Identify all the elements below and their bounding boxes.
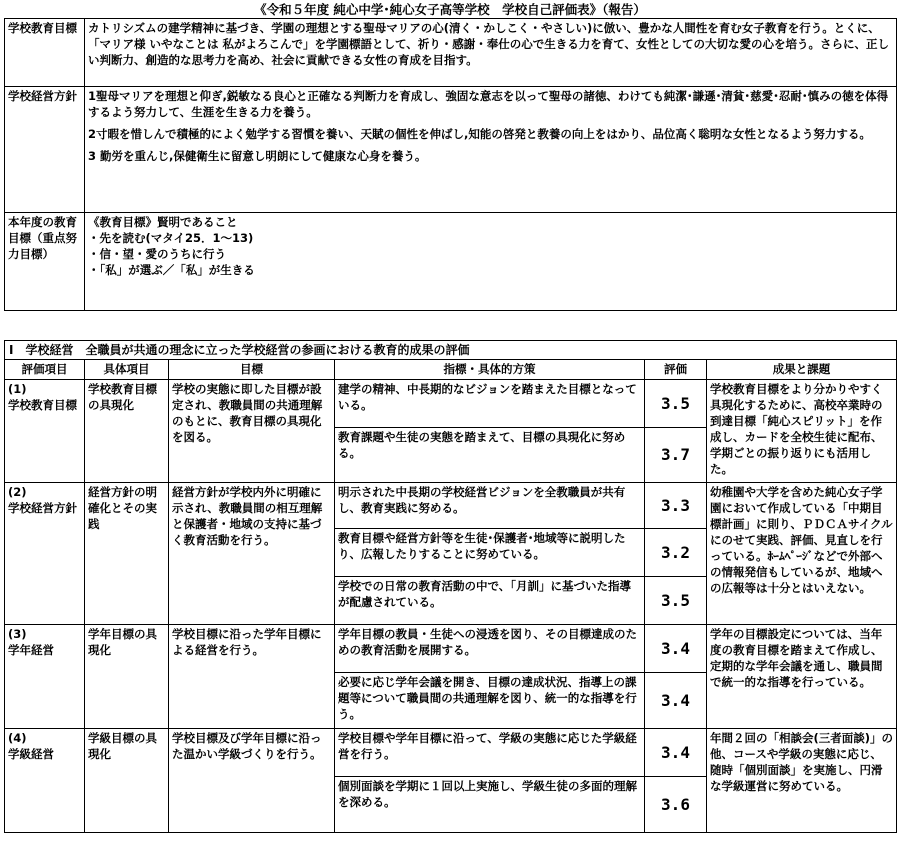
eval-measure: 必要に応じ学年会議を開き、目標の達成状況、指導上の課題等について職員間の共通理解を図り、統一的な指導を行う。 — [335, 673, 645, 729]
eval-detail: 学年目標の具現化 — [85, 625, 169, 729]
eval-score: 3.4 — [645, 729, 707, 777]
eval-score: 3.4 — [645, 673, 707, 729]
eval-measure: 学校目標や学年目標に沿って、学級の実態に応じた学級経営を行う。 — [335, 729, 645, 777]
management-policy-text: 1聖母マリアを理想と仰ぎ,鋭敏なる良心と正確なる判断力を育成し、強固な意志を以って聖母の諸徳、わけても純潔･謙遜･清貧･慈愛･忍耐･慎みの徳を体得するよう努力して、生涯を生きる力を養う。 2寸暇を惜しんで積極的によく勉学する習慣を養い、天賦の個性を伸ばし,知能の啓発と教養の向上をはかり、品位高く聡明な女性となるよう努力する。 3 勤労を重んじ,保健衛生に留意し明朗にして健康な心身を養う。 — [85, 87, 897, 213]
row-head-school-goal: 学校教育目標 — [5, 19, 85, 87]
section-title: Ⅰ 学校経営 全職員が共通の理念に立った学校経営の参画における教育的成果の評価 — [5, 341, 897, 360]
eval-score: 3.4 — [645, 625, 707, 673]
eval-goal: 経営方針が学校内外に明確に示され、教職員間の相互理解と保護者・地域の支持に基づく教育活動を行う。 — [169, 483, 335, 625]
eval-result: 幼稚園や大学を含めた純心女子学園において作成している「中期目標計画」に則り、ＰＤＣＡサイクルにのせて実践、評価、見直しを行っている。ﾎｰﾑﾍﾟｰｼﾞなどで外部への情報発信もしているが、地域への広報等は十分とはいえない。 — [707, 483, 897, 625]
eval-measure: 学年目標の教員・生徒への浸透を図り、その目標達成のための教育活動を展開する。 — [335, 625, 645, 673]
header-item: 評価項目 — [5, 360, 85, 380]
eval-score: 3.5 — [645, 380, 707, 428]
eval-item: (4) 学級経営 — [5, 729, 85, 833]
eval-measure: 学校での日常の教育活動の中で、「月訓」に基づいた指導が配慮されている。 — [335, 577, 645, 625]
year-goal-text: 《教育目標》賢明であること ・先を読む(マタイ25．1～13) ・信・望・愛のうちに行う ・「私」が選ぶ／「私」が生きる — [85, 213, 897, 311]
header-goal: 目標 — [169, 360, 335, 380]
eval-score: 3.5 — [645, 577, 707, 625]
evaluation-table — [4, 340, 897, 833]
school-goal-text: カトリシズムの建学精神に基づき、学園の理想とする聖母マリアの心(清く・かしこく・やさしい)に倣い、豊かな人間性を育む女子教育を行う。とくに、「マリア様 いやなことは 私がよろこんで」を学園標語として、祈り・感謝・奉仕の心で生きる力を育て、女性としての大切な愛の心を培う。さらに、正しい判断力、創造的な思考力を高め、社会に貢献できる女性の育成を目指す。 — [85, 19, 897, 87]
eval-detail: 学級目標の具現化 — [85, 729, 169, 833]
eval-detail: 学校教育目標の具現化 — [85, 380, 169, 483]
eval-measure: 建学の精神、中長期的なビジョンを踏まえた目標となっている。 — [335, 380, 645, 428]
eval-goal: 学校の実態に即した目標が設定され、教職員間の共通理解のもとに、教育目標の具現化を図る。 — [169, 380, 335, 483]
eval-score: 3.2 — [645, 529, 707, 577]
eval-measure: 教育課題や生徒の実態を踏まえて、目標の具現化に努める。 — [335, 428, 645, 483]
eval-goal: 学校目標及び学年目標に沿った温かい学級づくりを行う。 — [169, 729, 335, 833]
eval-score: 3.7 — [645, 428, 707, 483]
eval-score: 3.3 — [645, 483, 707, 529]
eval-result: 学年の目標設定については、当年度の教育目標を踏まえて作成し、定期的な学年会議を通し、職員間で統一的な指導を行っている。 — [707, 625, 897, 729]
header-detail: 具体項目 — [85, 360, 169, 380]
row-head-year-goal: 本年度の教育目標（重点努力目標） — [5, 213, 85, 311]
eval-item: (2) 学校経営方針 — [5, 483, 85, 625]
school-policy-table — [4, 18, 897, 311]
header-score: 評価 — [645, 360, 707, 380]
eval-measure: 個別面談を学期に１回以上実施し、学級生徒の多面的理解を深める。 — [335, 777, 645, 833]
header-measure: 指標・具体的方策 — [335, 360, 645, 380]
header-result: 成果と課題 — [707, 360, 897, 380]
eval-result: 年間２回の「相談会(三者面談)」の他、コースや学級の実態に応じ、随時「個別面談」を実施し、円滑な学級運営に努めている。 — [707, 729, 897, 833]
eval-item: (3) 学年経営 — [5, 625, 85, 729]
eval-measure: 教育目標や経営方針等を生徒･保護者･地域等に説明したり、広報したりすることに努めている。 — [335, 529, 645, 577]
page-title: 《令和５年度 純心中学･純心女子高等学校 学校自己評価表》（報告） — [254, 2, 646, 17]
row-head-management-policy: 学校経営方針 — [5, 87, 85, 213]
eval-score: 3.6 — [645, 777, 707, 833]
eval-goal: 学校目標に沿った学年目標による経営を行う。 — [169, 625, 335, 729]
eval-measure: 明示された中長期の学校経営ビジョンを全教職員が共有し、教育実践に努める。 — [335, 483, 645, 529]
eval-detail: 経営方針の明確化とその実践 — [85, 483, 169, 625]
eval-result: 学校教育目標をより分かりやすく具現化するために、高校卒業時の到達目標「純心スピリット」を作成し、カードを全校生徒に配布、学期ごとの振り返りにも活用した。 — [707, 380, 897, 483]
eval-item: (1) 学校教育目標 — [5, 380, 85, 483]
